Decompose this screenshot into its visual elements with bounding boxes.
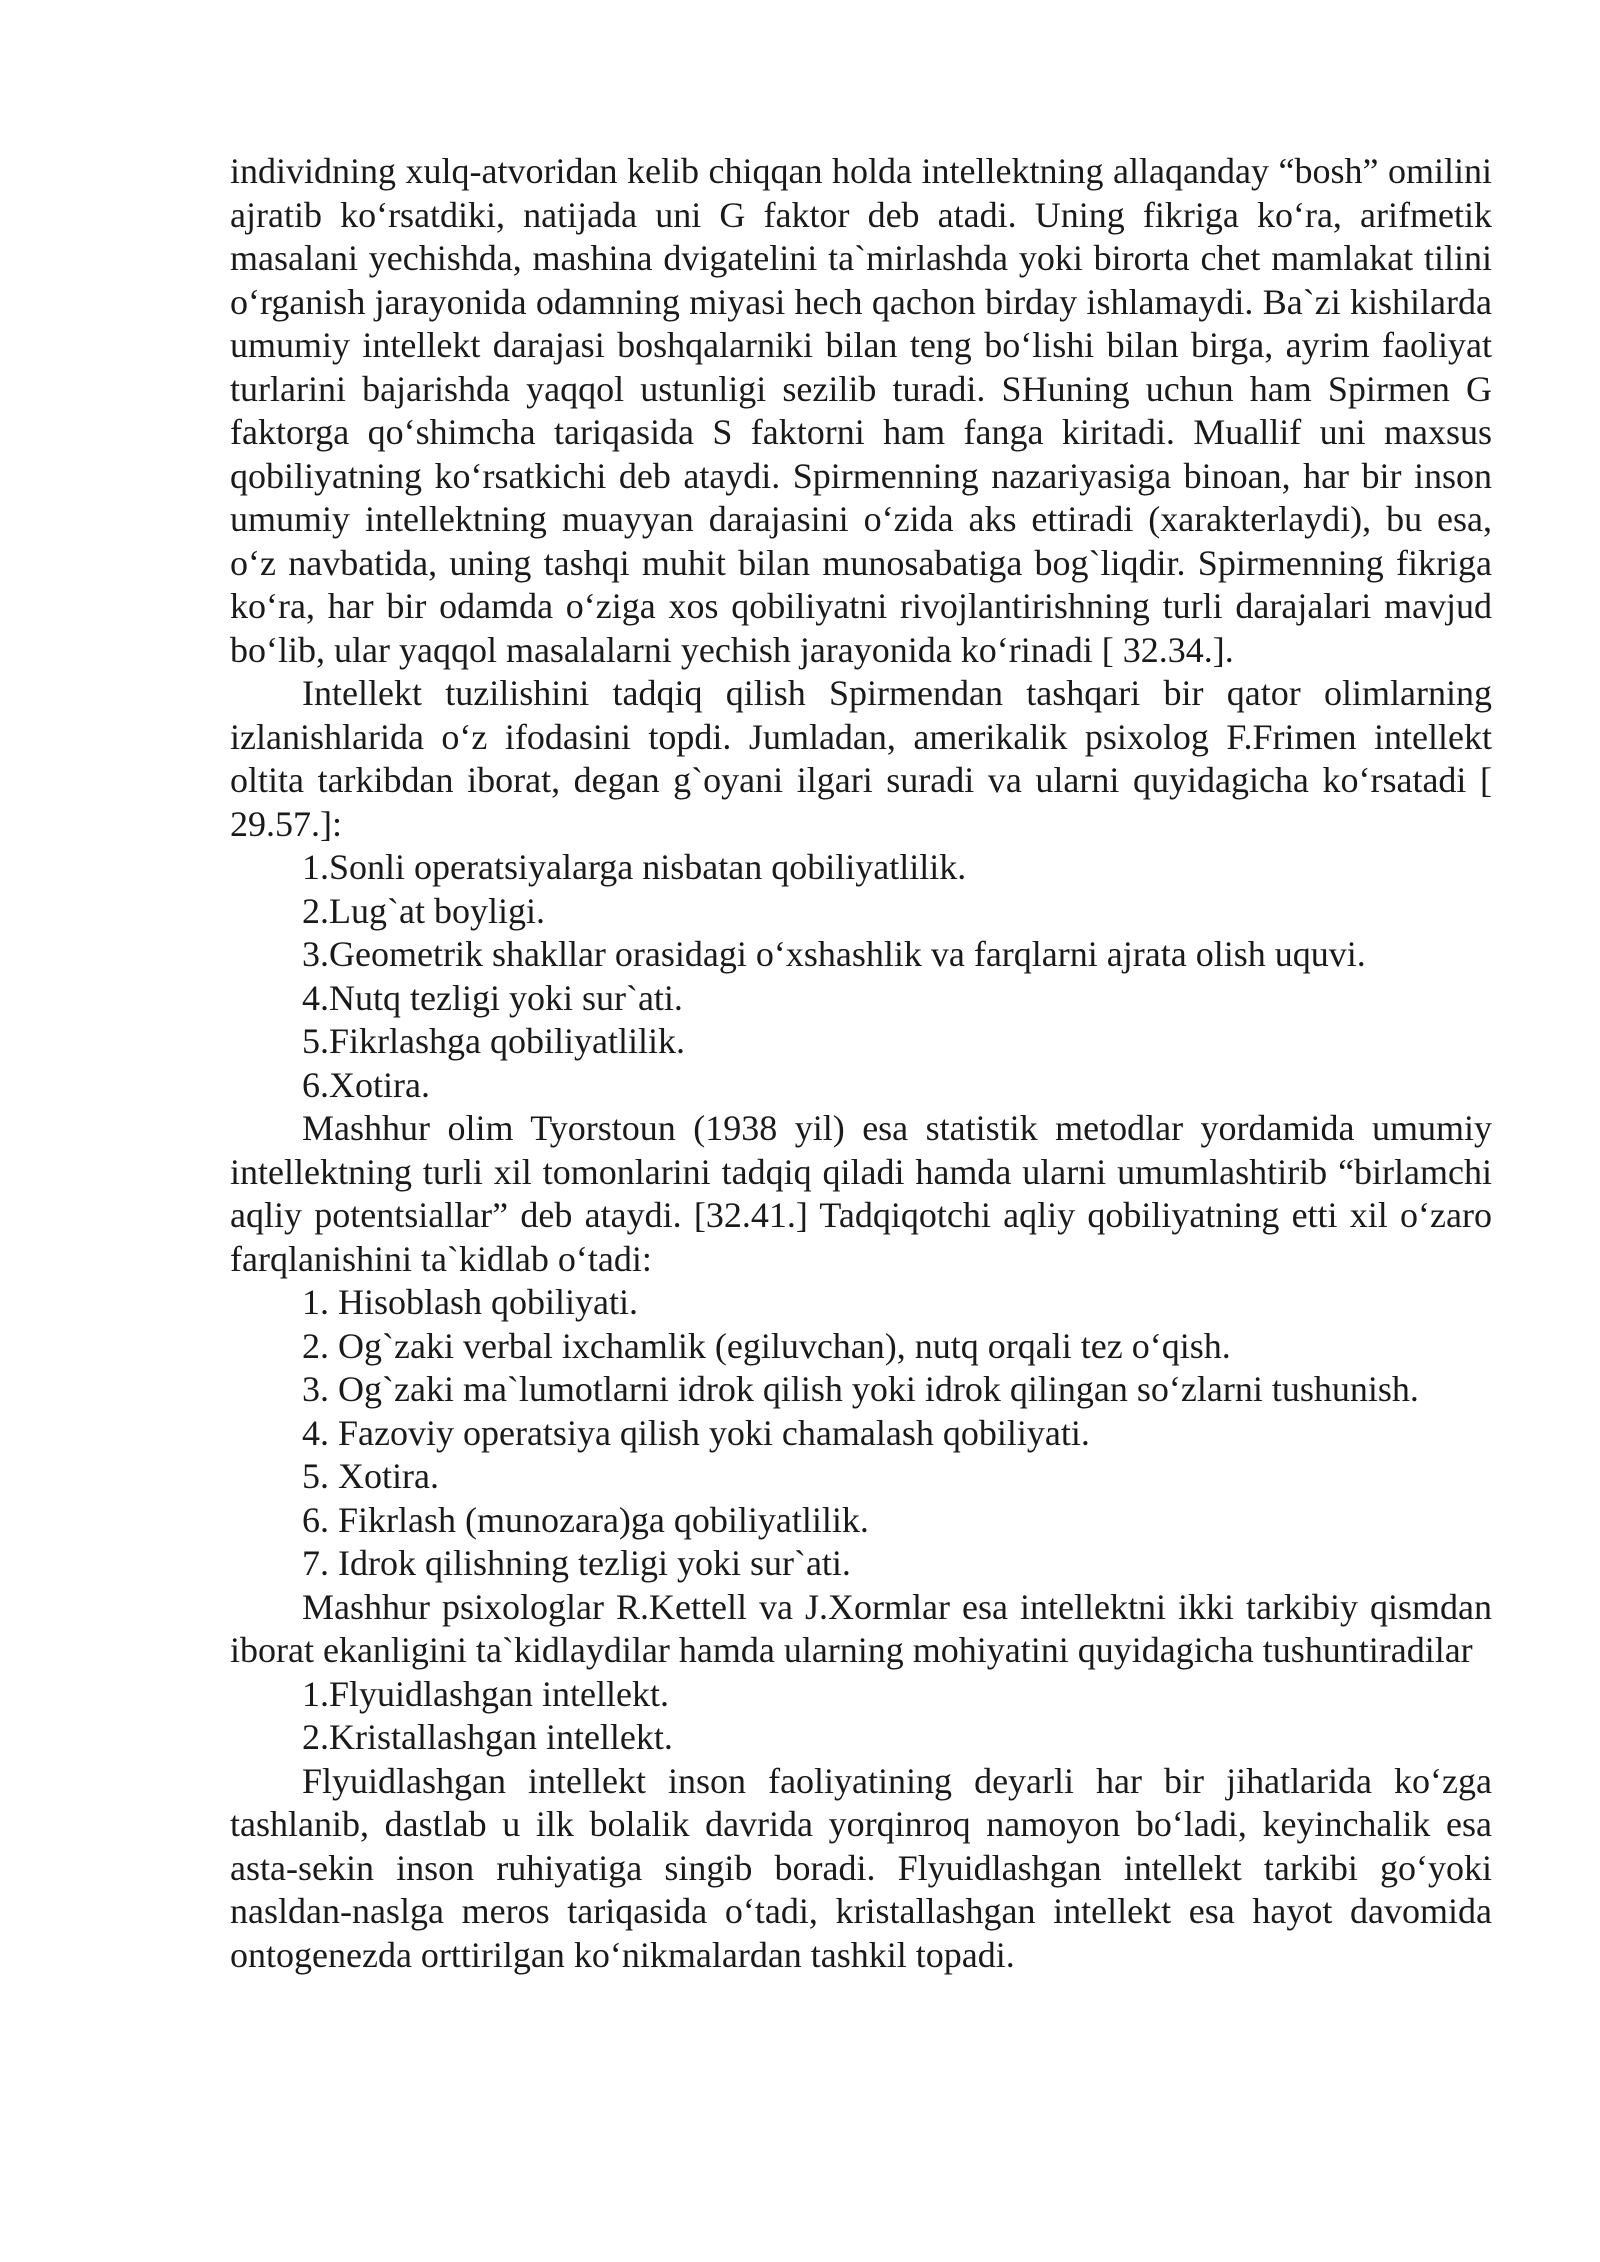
list-item: 2.Kristallashgan intellekt. (302, 1717, 673, 1757)
paragraph-thurstone: Mashhur olim Tyorstoun (1938 yil) esa statistik metodlar yordamida umumiy intellektning turli xil tomonlarini tadqiq qiladi hamda ularni umumlashtirib “birlamchi aqliy potentsiallar” deb ataydi. [32.41.] Tadqiqotchi aqliy qobiliyatning etti xil o‘zaro farqlanishini ta`kidlab o‘tadi: (230, 1108, 1492, 1279)
list-item: 6.Xotira. (302, 1064, 430, 1105)
list-item: 1.Flyuidlashgan intellekt. (302, 1673, 669, 1714)
list-item: 1.Sonli operatsiyalarga nisbatan qobiliyatlilik. (302, 847, 967, 887)
paragraph-kettell: Mashhur psixologlar R.Kettell va J.Xormlar esa intellektni ikki tarkibiy qismdan iborat ekanligini ta`kidlaydilar hamda ularning mohiyatini quyidagicha tushuntiradilar (230, 1586, 1492, 1670)
kettell-list (230, 1673, 1492, 1760)
list-item: 4. Fazoviy operatsiya qilish yoki chamalash qobiliyati. (302, 1412, 1090, 1453)
list-item: 3. Og`zaki ma`lumotlarni idrok qilish yoki idrok qilingan so‘zlarni tushunish. (302, 1369, 1419, 1409)
paragraph-frimen-intro: Intellekt tuzilishini tadqiq qilish Spirmendan tashqari bir qator olimlarning izlanishlarida o‘z ifodasini topdi. Jumladan, amerikalik psixolog F.Frimen intellekt oltita tarkibdan iborat, degan g`oyani ilgari suradi va ularni quyidagicha ko‘rsatadi [ 29.57.]: (230, 673, 1492, 844)
paragraph-fluid-intellect: Flyuidlashgan intellekt inson faoliyatining deyarli har bir jihatlarida ko‘zga tashlanib, dastlab u ilk bolalik davrida yorqinroq namoyon bo‘ladi, keyinchalik esa asta-sekin inson ruhiyatiga singib boradi. Flyuidlashgan intellekt tarkibi go‘yoki nasldan-naslga meros tariqasida o‘tadi, kristallashgan intellekt esa hayot davomida ontogenezda orttirilgan ko‘nikmalardan tashkil topadi. (230, 1760, 1492, 1975)
list-item: 3.Geometrik shakllar orasidagi o‘xshashlik va farqlarni ajrata olish uquvi. (302, 934, 1366, 974)
list-item: 5.Fikrlashga qobiliyatlilik. (302, 1021, 685, 1061)
thurstone-list (230, 1281, 1492, 1586)
document-page (230, 150, 1492, 1977)
list-item: 4.Nutq tezligi yoki sur`ati. (302, 977, 683, 1018)
frimen-list (230, 846, 1492, 1107)
list-item: 6. Fikrlash (munozara)ga qobiliyatlilik. (302, 1499, 869, 1540)
list-item: 5. Xotira. (302, 1456, 439, 1496)
list-item: 1. Hisoblash qobiliyati. (302, 1282, 638, 1322)
paragraph-spearman: individning xulq-atvoridan kelib chiqqan holda intellektning allaqanday “bosh” omilini ajratib ko‘rsatdiki, natijada uni G faktor deb atadi. Uning fikriga ko‘ra, arifmetik masalani yechishda, mashina dvigatelini ta`mirlashda yoki birorta chet mamlakat tilini o‘rganish jarayonida odamning miyasi hech qachon birday ishlamaydi. Ba`zi kishilarda umumiy intellekt darajasi boshqalarniki bilan teng bo‘lishi bilan birga, ayrim faoliyat turlarini bajarishda yaqqol ustunligi sezilib turadi. SHuning uchun ham Spirmen G faktorga qo‘shimcha tariqasida S faktorni ham fanga kiritadi. Muallif uni maxsus qobiliyatning ko‘rsatkichi deb ataydi. Spirmenning nazariyasiga binoan, har bir inson umumiy intellektning muayyan darajasini o‘zida aks ettiradi (xarakterlaydi), bu esa, o‘z navbatida, uning tashqi muhit bilan munosabatiga bog`liqdir. Spirmenning fikriga ko‘ra, har bir odamda o‘ziga xos qobiliyatni rivojlantirishning turli darajalari mavjud bo‘lib, ular yaqqol masalalarni yechish jarayonida ko‘rinadi [ 32.34.]. (230, 151, 1492, 670)
list-item: 2. Og`zaki verbal ixchamlik (egiluvchan), nutq orqali tez o‘qish. (302, 1325, 1231, 1366)
list-item: 2.Lug`at boyligi. (302, 890, 545, 931)
list-item: 7. Idrok qilishning tezligi yoki sur`ati. (302, 1543, 851, 1583)
